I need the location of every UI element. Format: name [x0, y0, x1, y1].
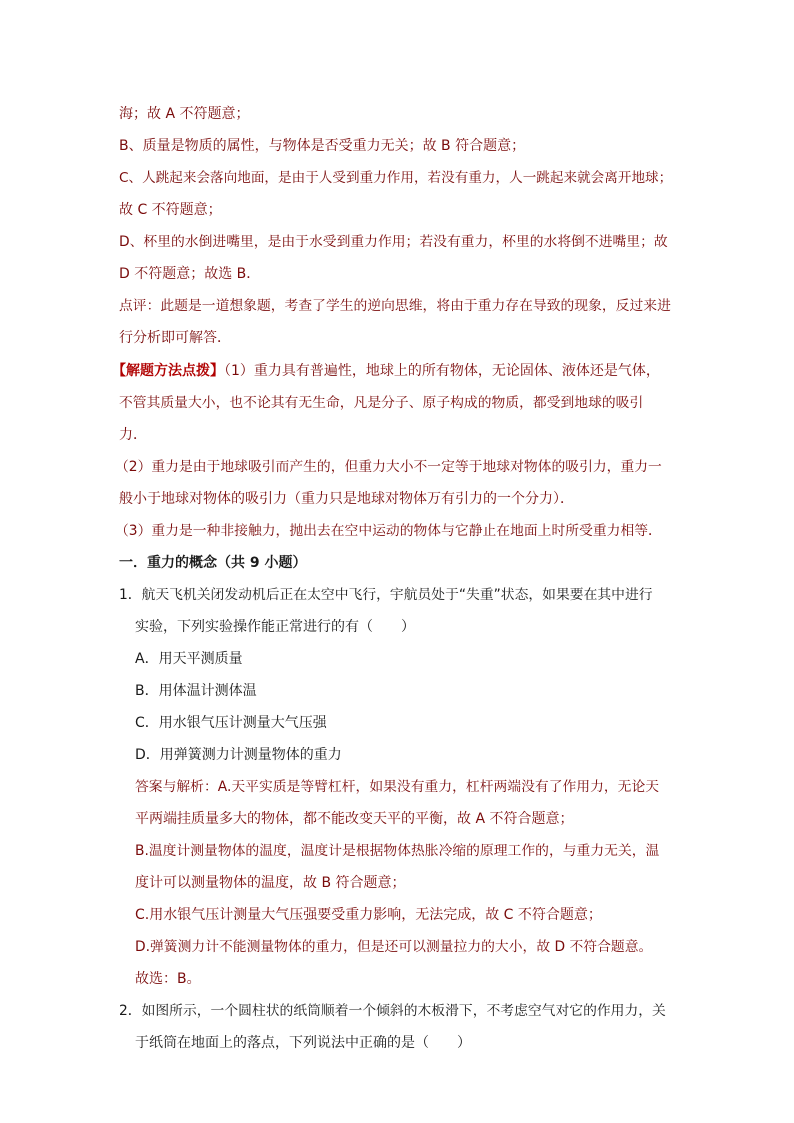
method-line	[112, 361, 660, 381]
method-line: （2）重力是由于地球吸引而产生的，但重力大小不一定等于地球对物体的吸引力，重力一	[115, 459, 662, 475]
analysis-line: B、质量是物质的属性，与物体是否受重力无关；故 B 符合题意；	[119, 138, 526, 154]
question-stem-line: 于纸筒在地面上的落点，下列说法中正确的是（ ）	[135, 1035, 471, 1051]
section-title: 一．重力的概念（共 9 小题）	[119, 555, 307, 571]
analysis-line: 故 C 不符题意；	[119, 202, 222, 218]
question-stem-line: 2．如图所示，一个圆柱状的纸筒顺着一个倾斜的木板滑下，不考虑空气对它的作用力，关	[119, 1003, 666, 1019]
method-line: （3）重力是一种非接触力，抛出去在空中运动的物体与它静止在地面上时所受重力相等．	[115, 523, 662, 539]
method-line: 力．	[119, 427, 147, 443]
method-line-rest: （1）重力具有普遍性，地球上的所有物体，无论固体、液体还是气体，	[224, 363, 660, 379]
analysis-line: D、杯里的水倒进嘴里，是由于水受到重力作用；若没有重力，杯里的水将倒不进嘴里；故	[119, 234, 668, 250]
question-stem-line: 实验，下列实验操作能正常进行的有（ ）	[135, 619, 415, 635]
option-c: C．用水银气压计测量大气压强	[135, 715, 327, 731]
option-b: B．用体温计测体温	[135, 683, 257, 699]
answer-line: B.温度计测量物体的温度，温度计是根据物体热胀冷缩的原理工作的，与重力无关，温	[135, 843, 660, 859]
method-line: 般小于地球对物体的吸引力（重力只是地球对物体万有引力的一个分力）．	[119, 491, 574, 507]
option-a: A．用天平测质量	[135, 651, 243, 667]
method-line: 不管其质量大小，也不论其有无生命，凡是分子、原子构成的物质，都受到地球的吸引	[119, 395, 644, 411]
answer-line: 度计可以测量物体的温度，故 B 符合题意；	[135, 875, 406, 891]
answer-line: D.弹簧测力计不能测量物体的重力，但是还可以测量拉力的大小，故 D 不符合题意。	[135, 939, 653, 955]
analysis-line: 海；故 A 不符题意；	[119, 106, 250, 122]
method-heading: 【解题方法点拨】	[112, 363, 224, 379]
answer-line: 答案与解析：A.天平实质是等臂杠杆，如果没有重力，杠杆两端没有了作用力，无论天	[135, 779, 660, 795]
analysis-line: 行分析即可解答．	[119, 330, 231, 346]
analysis-line: 点评：此题是一道想象题，考查了学生的逆向思维，将由于重力存在导致的现象，反过来进	[119, 298, 671, 314]
question-stem-line: 1．航天飞机关闭发动机后正在太空中飞行，宇航员处于“失重”状态，如果要在其中进行	[119, 587, 653, 603]
option-d: D．用弹簧测力计测量物体的重力	[135, 747, 342, 763]
answer-line: 平两端挂质量多大的物体，都不能改变天平的平衡，故 A 不符合题意；	[135, 811, 574, 827]
analysis-line: C、人跳起来会落向地面，是由于人受到重力作用，若没有重力，人一跳起来就会离开地球；	[119, 170, 673, 186]
analysis-line: D 不符题意；故选 B．	[119, 266, 261, 282]
answer-line: 故选：B。	[135, 971, 201, 987]
answer-line: C.用水银气压计测量大气压强要受重力影响，无法完成，故 C 不符合题意；	[135, 907, 602, 923]
